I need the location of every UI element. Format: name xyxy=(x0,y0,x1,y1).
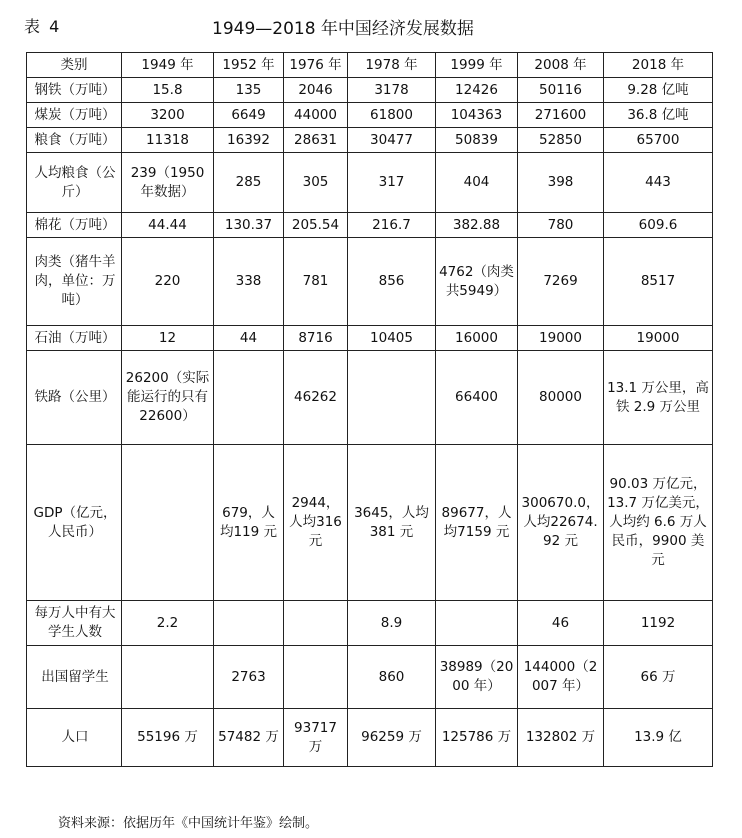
value-cell: 66 万 xyxy=(604,646,713,709)
row-category-cell: 钢铁（万吨） xyxy=(27,78,122,103)
value-cell: 12 xyxy=(122,326,214,351)
value-cell: 19000 xyxy=(604,326,713,351)
row-category-cell: 每万人中有大学生人数 xyxy=(27,601,122,646)
row-category-cell: 煤炭（万吨） xyxy=(27,103,122,128)
value-cell: 3645，人均 381 元 xyxy=(348,445,436,601)
value-cell xyxy=(284,646,348,709)
value-cell: 36.8 亿吨 xyxy=(604,103,713,128)
header-year: 1976 年 xyxy=(284,53,348,78)
value-cell: 132802 万 xyxy=(518,709,604,767)
header-year: 1999 年 xyxy=(436,53,518,78)
value-cell: 3178 xyxy=(348,78,436,103)
header-category: 类别 xyxy=(27,53,122,78)
value-cell: 271600 xyxy=(518,103,604,128)
value-cell: 65700 xyxy=(604,128,713,153)
table-row xyxy=(27,213,713,238)
table-row xyxy=(27,78,713,103)
value-cell: 30477 xyxy=(348,128,436,153)
value-cell: 4762（肉类共5949） xyxy=(436,238,518,326)
value-cell: 382.88 xyxy=(436,213,518,238)
value-cell: 80000 xyxy=(518,351,604,445)
value-cell: 44000 xyxy=(284,103,348,128)
value-cell: 3200 xyxy=(122,103,214,128)
value-cell: 338 xyxy=(214,238,284,326)
value-cell: 19000 xyxy=(518,326,604,351)
source-note: 资料来源：依据历年《中国统计年鉴》绘制。 xyxy=(58,816,319,831)
value-cell: 317 xyxy=(348,153,436,213)
value-cell: 44 xyxy=(214,326,284,351)
row-category-cell: 人口 xyxy=(27,709,122,767)
value-cell: 57482 万 xyxy=(214,709,284,767)
row-category-cell: 棉花（万吨） xyxy=(27,213,122,238)
value-cell: 220 xyxy=(122,238,214,326)
header-year: 2008 年 xyxy=(518,53,604,78)
value-cell: 1192 xyxy=(604,601,713,646)
value-cell: 46 xyxy=(518,601,604,646)
row-category-cell: 人均粮食（公斤） xyxy=(27,153,122,213)
table-row xyxy=(27,326,713,351)
value-cell: 205.54 xyxy=(284,213,348,238)
value-cell: 16392 xyxy=(214,128,284,153)
value-cell: 6649 xyxy=(214,103,284,128)
value-cell: 46262 xyxy=(284,351,348,445)
value-cell: 443 xyxy=(604,153,713,213)
value-cell: 860 xyxy=(348,646,436,709)
value-cell: 26200（实际能运行的只有22600） xyxy=(122,351,214,445)
value-cell: 66400 xyxy=(436,351,518,445)
value-cell: 130.37 xyxy=(214,213,284,238)
value-cell: 8.9 xyxy=(348,601,436,646)
value-cell: 89677，人均7159 元 xyxy=(436,445,518,601)
table-row xyxy=(27,445,713,601)
table-title: 1949—2018 年中国经济发展数据 xyxy=(212,19,474,39)
value-cell: 135 xyxy=(214,78,284,103)
value-cell: 404 xyxy=(436,153,518,213)
value-cell: 55196 万 xyxy=(122,709,214,767)
value-cell: 239（1950 年数据） xyxy=(122,153,214,213)
value-cell: 28631 xyxy=(284,128,348,153)
header-year: 1949 年 xyxy=(122,53,214,78)
value-cell: 16000 xyxy=(436,326,518,351)
table-row xyxy=(27,128,713,153)
value-cell: 13.1 万公里，高铁 2.9 万公里 xyxy=(604,351,713,445)
row-category-cell: 粮食（万吨） xyxy=(27,128,122,153)
value-cell: 38989（2000 年） xyxy=(436,646,518,709)
value-cell xyxy=(122,445,214,601)
value-cell: 398 xyxy=(518,153,604,213)
value-cell xyxy=(214,351,284,445)
value-cell: 780 xyxy=(518,213,604,238)
value-cell: 781 xyxy=(284,238,348,326)
value-cell: 609.6 xyxy=(604,213,713,238)
value-cell: 216.7 xyxy=(348,213,436,238)
table-row xyxy=(27,103,713,128)
header-year: 1978 年 xyxy=(348,53,436,78)
value-cell: 11318 xyxy=(122,128,214,153)
value-cell: 104363 xyxy=(436,103,518,128)
value-cell: 144000（2007 年） xyxy=(518,646,604,709)
row-category-cell: 出国留学生 xyxy=(27,646,122,709)
table-row xyxy=(27,153,713,213)
value-cell: 44.44 xyxy=(122,213,214,238)
row-category-cell: GDP（亿元，人民币） xyxy=(27,445,122,601)
data-table xyxy=(26,52,713,767)
value-cell: 50116 xyxy=(518,78,604,103)
row-category-cell: 肉类（猪牛羊肉，单位：万吨） xyxy=(27,238,122,326)
value-cell: 2.2 xyxy=(122,601,214,646)
value-cell: 2944，人均316 元 xyxy=(284,445,348,601)
value-cell: 7269 xyxy=(518,238,604,326)
value-cell: 9.28 亿吨 xyxy=(604,78,713,103)
value-cell xyxy=(436,601,518,646)
value-cell: 15.8 xyxy=(122,78,214,103)
value-cell: 96259 万 xyxy=(348,709,436,767)
value-cell: 90.03 万亿元，13.7 万亿美元，人均约 6.6 万人民币，9900 美元 xyxy=(604,445,713,601)
table-row xyxy=(27,351,713,445)
row-category-cell: 铁路（公里） xyxy=(27,351,122,445)
row-category-cell: 石油（万吨） xyxy=(27,326,122,351)
value-cell: 300670.0，人均22674.92 元 xyxy=(518,445,604,601)
value-cell: 10405 xyxy=(348,326,436,351)
value-cell: 50839 xyxy=(436,128,518,153)
table-row xyxy=(27,238,713,326)
value-cell: 2763 xyxy=(214,646,284,709)
value-cell xyxy=(214,601,284,646)
value-cell: 679，人均119 元 xyxy=(214,445,284,601)
value-cell: 305 xyxy=(284,153,348,213)
value-cell: 125786 万 xyxy=(436,709,518,767)
value-cell: 8716 xyxy=(284,326,348,351)
value-cell: 285 xyxy=(214,153,284,213)
value-cell xyxy=(284,601,348,646)
table-header-row xyxy=(27,53,713,78)
value-cell: 12426 xyxy=(436,78,518,103)
value-cell xyxy=(122,646,214,709)
value-cell: 856 xyxy=(348,238,436,326)
value-cell: 13.9 亿 xyxy=(604,709,713,767)
value-cell: 61800 xyxy=(348,103,436,128)
table-row xyxy=(27,646,713,709)
header-year: 1952 年 xyxy=(214,53,284,78)
value-cell xyxy=(348,351,436,445)
table-number: 表 4 xyxy=(24,17,62,36)
table-row xyxy=(27,601,713,646)
value-cell: 52850 xyxy=(518,128,604,153)
value-cell: 8517 xyxy=(604,238,713,326)
header-year: 2018 年 xyxy=(604,53,713,78)
value-cell: 2046 xyxy=(284,78,348,103)
value-cell: 93717 万 xyxy=(284,709,348,767)
table-row xyxy=(27,709,713,767)
